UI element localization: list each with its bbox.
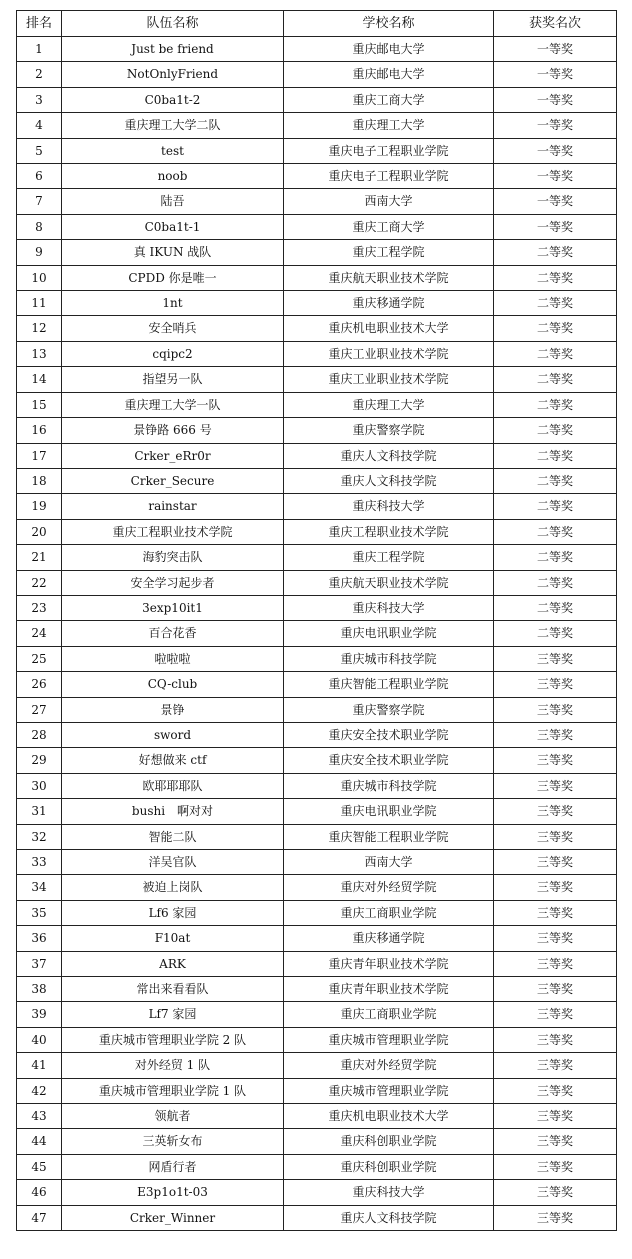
award-cell: 三等奖 [494, 926, 617, 951]
award-cell: 三等奖 [494, 799, 617, 824]
rank-cell: 6 [17, 164, 62, 189]
award-cell: 三等奖 [494, 748, 617, 773]
team-name-cell: Crker_Secure [62, 468, 284, 493]
team-name-cell: 三英斩女布 [62, 1129, 284, 1154]
award-cell: 二等奖 [494, 595, 617, 620]
school-name-cell: 重庆城市科技学院 [284, 646, 494, 671]
table-row [17, 570, 617, 595]
award-cell: 三等奖 [494, 1129, 617, 1154]
rank-cell: 2 [17, 62, 62, 87]
school-name-cell: 重庆邮电大学 [284, 62, 494, 87]
school-name-cell: 重庆智能工程职业学院 [284, 672, 494, 697]
award-cell: 三等奖 [494, 875, 617, 900]
school-name-cell: 重庆工业职业技术学院 [284, 341, 494, 366]
school-name-cell: 西南大学 [284, 850, 494, 875]
rank-cell: 17 [17, 443, 62, 468]
team-name-cell: 景铮 [62, 697, 284, 722]
school-name-cell: 重庆电子工程职业学院 [284, 164, 494, 189]
award-cell: 一等奖 [494, 37, 617, 62]
team-name-cell: rainstar [62, 494, 284, 519]
header-rank: 排名 [17, 11, 62, 37]
rank-cell: 29 [17, 748, 62, 773]
rank-cell: 12 [17, 316, 62, 341]
table-row [17, 672, 617, 697]
team-name-cell: 对外经贸 1 队 [62, 1053, 284, 1078]
school-name-cell: 重庆安全技术职业学院 [284, 722, 494, 747]
table-row [17, 1205, 617, 1230]
award-cell: 二等奖 [494, 392, 617, 417]
team-name-cell: NotOnlyFriend [62, 62, 284, 87]
header-school-name: 学校名称 [284, 11, 494, 37]
award-cell: 二等奖 [494, 418, 617, 443]
rank-cell: 47 [17, 1205, 62, 1230]
award-cell: 一等奖 [494, 138, 617, 163]
rank-cell: 15 [17, 392, 62, 417]
school-name-cell: 重庆城市管理职业学院 [284, 1027, 494, 1052]
rank-cell: 18 [17, 468, 62, 493]
table-row [17, 748, 617, 773]
header-award: 获奖名次 [494, 11, 617, 37]
school-name-cell: 重庆航天职业技术学院 [284, 570, 494, 595]
school-name-cell: 重庆安全技术职业学院 [284, 748, 494, 773]
team-name-cell: cqipc2 [62, 341, 284, 366]
table-row [17, 875, 617, 900]
team-name-cell: 网盾行者 [62, 1154, 284, 1179]
award-cell: 一等奖 [494, 164, 617, 189]
school-name-cell: 重庆工程学院 [284, 545, 494, 570]
rank-cell: 24 [17, 621, 62, 646]
rank-cell: 9 [17, 240, 62, 265]
team-name-cell: 1nt [62, 291, 284, 316]
rank-cell: 46 [17, 1180, 62, 1205]
rank-cell: 35 [17, 900, 62, 925]
team-name-cell: 安全哨兵 [62, 316, 284, 341]
team-name-cell: 洋吴官队 [62, 850, 284, 875]
rank-cell: 10 [17, 265, 62, 290]
award-cell: 三等奖 [494, 697, 617, 722]
school-name-cell: 重庆工商职业学院 [284, 1002, 494, 1027]
rank-cell: 5 [17, 138, 62, 163]
table-row [17, 1180, 617, 1205]
school-name-cell: 重庆警察学院 [284, 697, 494, 722]
award-cell: 二等奖 [494, 265, 617, 290]
table-row [17, 799, 617, 824]
team-name-cell: 3exp10it1 [62, 595, 284, 620]
school-name-cell: 重庆科创职业学院 [284, 1129, 494, 1154]
rank-cell: 43 [17, 1104, 62, 1129]
school-name-cell: 重庆城市科技学院 [284, 773, 494, 798]
school-name-cell: 重庆理工大学 [284, 113, 494, 138]
rank-cell: 36 [17, 926, 62, 951]
school-name-cell: 重庆科技大学 [284, 595, 494, 620]
award-cell: 二等奖 [494, 545, 617, 570]
table-row [17, 87, 617, 112]
award-cell: 三等奖 [494, 951, 617, 976]
school-name-cell: 重庆工商大学 [284, 214, 494, 239]
rank-cell: 11 [17, 291, 62, 316]
rank-cell: 26 [17, 672, 62, 697]
table-row [17, 443, 617, 468]
table-body [17, 37, 617, 1231]
award-cell: 三等奖 [494, 1180, 617, 1205]
award-cell: 三等奖 [494, 1154, 617, 1179]
award-cell: 二等奖 [494, 570, 617, 595]
table-row [17, 1053, 617, 1078]
award-cell: 二等奖 [494, 519, 617, 544]
rank-cell: 44 [17, 1129, 62, 1154]
school-name-cell: 重庆机电职业技术大学 [284, 1104, 494, 1129]
team-name-cell: E3p1o1t-03 [62, 1180, 284, 1205]
team-name-cell: C0ba1t-1 [62, 214, 284, 239]
team-name-cell: sword [62, 722, 284, 747]
table-row [17, 722, 617, 747]
team-name-cell: 景铮路 666 号 [62, 418, 284, 443]
table-row [17, 164, 617, 189]
team-name-cell: 重庆理工大学一队 [62, 392, 284, 417]
table-row [17, 1078, 617, 1103]
rank-cell: 21 [17, 545, 62, 570]
school-name-cell: 重庆人文科技学院 [284, 443, 494, 468]
rank-cell: 16 [17, 418, 62, 443]
school-name-cell: 重庆科技大学 [284, 1180, 494, 1205]
school-name-cell: 重庆工业职业技术学院 [284, 367, 494, 392]
table-row [17, 697, 617, 722]
award-cell: 一等奖 [494, 87, 617, 112]
team-name-cell: 百合花香 [62, 621, 284, 646]
table-row [17, 951, 617, 976]
school-name-cell: 重庆机电职业技术大学 [284, 316, 494, 341]
school-name-cell: 重庆移通学院 [284, 926, 494, 951]
school-name-cell: 重庆青年职业技术学院 [284, 951, 494, 976]
team-name-cell: C0ba1t-2 [62, 87, 284, 112]
school-name-cell: 重庆理工大学 [284, 392, 494, 417]
awards-table [16, 10, 617, 1231]
rank-cell: 45 [17, 1154, 62, 1179]
table-row [17, 367, 617, 392]
rank-cell: 7 [17, 189, 62, 214]
team-name-cell: test [62, 138, 284, 163]
team-name-cell: 重庆城市管理职业学院 1 队 [62, 1078, 284, 1103]
rank-cell: 14 [17, 367, 62, 392]
rank-cell: 42 [17, 1078, 62, 1103]
table-row [17, 316, 617, 341]
rank-cell: 28 [17, 722, 62, 747]
team-name-cell: CQ-club [62, 672, 284, 697]
rank-cell: 38 [17, 977, 62, 1002]
table-row [17, 37, 617, 62]
table-row [17, 519, 617, 544]
table-row [17, 214, 617, 239]
school-name-cell: 重庆电讯职业学院 [284, 799, 494, 824]
table-row [17, 977, 617, 1002]
table-row [17, 392, 617, 417]
team-name-cell: Lf6 家园 [62, 900, 284, 925]
table-row [17, 646, 617, 671]
team-name-cell: CPDD 你是唯一 [62, 265, 284, 290]
award-cell: 三等奖 [494, 773, 617, 798]
school-name-cell: 西南大学 [284, 189, 494, 214]
rank-cell: 25 [17, 646, 62, 671]
rank-cell: 22 [17, 570, 62, 595]
award-cell: 一等奖 [494, 113, 617, 138]
school-name-cell: 重庆工商大学 [284, 87, 494, 112]
team-name-cell: 领航者 [62, 1104, 284, 1129]
rank-cell: 33 [17, 850, 62, 875]
rank-cell: 13 [17, 341, 62, 366]
team-name-cell: 海豹突击队 [62, 545, 284, 570]
table-row [17, 900, 617, 925]
award-cell: 一等奖 [494, 214, 617, 239]
award-cell: 三等奖 [494, 1078, 617, 1103]
team-name-cell: 重庆工程职业技术学院 [62, 519, 284, 544]
award-cell: 三等奖 [494, 1053, 617, 1078]
school-name-cell: 重庆人文科技学院 [284, 468, 494, 493]
school-name-cell: 重庆对外经贸学院 [284, 875, 494, 900]
table-row [17, 240, 617, 265]
team-name-cell: 欧耶耶耶队 [62, 773, 284, 798]
table-row [17, 341, 617, 366]
award-cell: 三等奖 [494, 672, 617, 697]
rank-cell: 41 [17, 1053, 62, 1078]
team-name-cell: 好想做来 ctf [62, 748, 284, 773]
table-header [17, 11, 617, 37]
table-row [17, 291, 617, 316]
table-row [17, 1129, 617, 1154]
header-team-name: 队伍名称 [62, 11, 284, 37]
award-cell: 三等奖 [494, 900, 617, 925]
team-name-cell: 啦啦啦 [62, 646, 284, 671]
team-name-cell: Crker_Winner [62, 1205, 284, 1230]
table-row [17, 138, 617, 163]
award-cell: 二等奖 [494, 291, 617, 316]
award-cell: 一等奖 [494, 62, 617, 87]
rank-cell: 34 [17, 875, 62, 900]
rank-cell: 40 [17, 1027, 62, 1052]
school-name-cell: 重庆科创职业学院 [284, 1154, 494, 1179]
table-row [17, 1027, 617, 1052]
table-row [17, 595, 617, 620]
award-cell: 三等奖 [494, 1027, 617, 1052]
table-row [17, 1154, 617, 1179]
award-cell: 三等奖 [494, 850, 617, 875]
team-name-cell: F10at [62, 926, 284, 951]
school-name-cell: 重庆人文科技学院 [284, 1205, 494, 1230]
school-name-cell: 重庆警察学院 [284, 418, 494, 443]
table-row [17, 265, 617, 290]
table-row [17, 850, 617, 875]
school-name-cell: 重庆青年职业技术学院 [284, 977, 494, 1002]
award-cell: 三等奖 [494, 1205, 617, 1230]
team-name-cell: 常出来看看队 [62, 977, 284, 1002]
school-name-cell: 重庆对外经贸学院 [284, 1053, 494, 1078]
award-cell: 二等奖 [494, 367, 617, 392]
table-row [17, 113, 617, 138]
table-row [17, 62, 617, 87]
rank-cell: 23 [17, 595, 62, 620]
award-cell: 二等奖 [494, 341, 617, 366]
table-row [17, 418, 617, 443]
school-name-cell: 重庆工商职业学院 [284, 900, 494, 925]
rank-cell: 8 [17, 214, 62, 239]
table-row [17, 468, 617, 493]
team-name-cell: 真 IKUN 战队 [62, 240, 284, 265]
school-name-cell: 重庆科技大学 [284, 494, 494, 519]
rank-cell: 1 [17, 37, 62, 62]
team-name-cell: 指望另一队 [62, 367, 284, 392]
school-name-cell: 重庆邮电大学 [284, 37, 494, 62]
table-row [17, 545, 617, 570]
award-cell: 二等奖 [494, 468, 617, 493]
award-cell: 二等奖 [494, 240, 617, 265]
award-cell: 三等奖 [494, 977, 617, 1002]
header-row [17, 11, 617, 37]
team-name-cell: 被迫上岗队 [62, 875, 284, 900]
team-name-cell: ARK [62, 951, 284, 976]
school-name-cell: 重庆电讯职业学院 [284, 621, 494, 646]
team-name-cell: Lf7 家园 [62, 1002, 284, 1027]
table-row [17, 773, 617, 798]
award-cell: 二等奖 [494, 494, 617, 519]
award-cell: 二等奖 [494, 443, 617, 468]
table-row [17, 824, 617, 849]
award-cell: 二等奖 [494, 316, 617, 341]
table-row [17, 1104, 617, 1129]
school-name-cell: 重庆移通学院 [284, 291, 494, 316]
school-name-cell: 重庆智能工程职业学院 [284, 824, 494, 849]
team-name-cell: 重庆城市管理职业学院 2 队 [62, 1027, 284, 1052]
team-name-cell: 重庆理工大学二队 [62, 113, 284, 138]
team-name-cell: bushi 啊对对 [62, 799, 284, 824]
school-name-cell: 重庆工程职业技术学院 [284, 519, 494, 544]
award-cell: 三等奖 [494, 824, 617, 849]
team-name-cell: 智能二队 [62, 824, 284, 849]
award-cell: 三等奖 [494, 646, 617, 671]
school-name-cell: 重庆航天职业技术学院 [284, 265, 494, 290]
rank-cell: 19 [17, 494, 62, 519]
award-cell: 三等奖 [494, 722, 617, 747]
table-row [17, 1002, 617, 1027]
school-name-cell: 重庆电子工程职业学院 [284, 138, 494, 163]
school-name-cell: 重庆工程学院 [284, 240, 494, 265]
award-cell: 一等奖 [494, 189, 617, 214]
team-name-cell: Just be friend [62, 37, 284, 62]
rank-cell: 20 [17, 519, 62, 544]
award-cell: 三等奖 [494, 1104, 617, 1129]
award-cell: 三等奖 [494, 1002, 617, 1027]
rank-cell: 32 [17, 824, 62, 849]
team-name-cell: 陆吾 [62, 189, 284, 214]
rank-cell: 27 [17, 697, 62, 722]
rank-cell: 30 [17, 773, 62, 798]
team-name-cell: 安全学习起步者 [62, 570, 284, 595]
table-row [17, 926, 617, 951]
team-name-cell: noob [62, 164, 284, 189]
rank-cell: 4 [17, 113, 62, 138]
team-name-cell: Crker_eRr0r [62, 443, 284, 468]
table-row [17, 621, 617, 646]
rank-cell: 37 [17, 951, 62, 976]
table-row [17, 189, 617, 214]
table-row [17, 494, 617, 519]
rank-cell: 3 [17, 87, 62, 112]
school-name-cell: 重庆城市管理职业学院 [284, 1078, 494, 1103]
award-cell: 二等奖 [494, 621, 617, 646]
rank-cell: 31 [17, 799, 62, 824]
rank-cell: 39 [17, 1002, 62, 1027]
